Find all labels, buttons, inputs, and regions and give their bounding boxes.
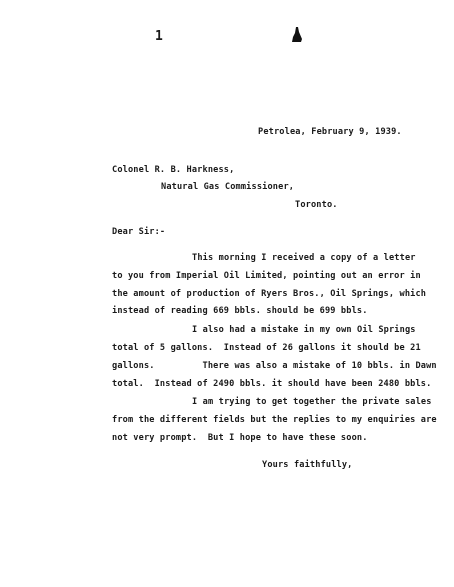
body-line: gallons. There was also a mistake of 10 bbls. in Dawn bbox=[112, 361, 437, 371]
body-line: I am trying to get together the private sales bbox=[192, 397, 432, 407]
place-date-line: Petrolea, February 9, 1939. bbox=[258, 127, 402, 137]
page-number-mark: 1 bbox=[155, 29, 163, 44]
addressee-title: Natural Gas Commissioner, bbox=[161, 182, 295, 192]
addressee-name: Colonel R. B. Harkness, bbox=[112, 165, 235, 175]
body-line: instead of reading 669 bbls. should be 699 bbls. bbox=[112, 306, 368, 316]
body-line: the amount of production of Ryers Bros., Oil Springs, which bbox=[112, 289, 427, 299]
closing: Yours faithfully, bbox=[262, 460, 353, 470]
body-line: I also had a mistake in my own Oil Springs bbox=[192, 325, 416, 335]
body-line: from the different fields but the replies to my enquiries are bbox=[112, 415, 437, 425]
body-line: to you from Imperial Oil Limited, pointing out an error in bbox=[112, 271, 421, 281]
body-line: This morning I received a copy of a letter bbox=[192, 253, 416, 263]
addressee-city: Toronto. bbox=[295, 200, 338, 210]
body-line: total of 5 gallons. Instead of 26 gallons it should be 21 bbox=[112, 343, 421, 353]
salutation: Dear Sir:- bbox=[112, 227, 166, 237]
body-line: total. Instead of 2490 bbls. it should have been 2480 bbls. bbox=[112, 379, 432, 389]
body-line: not very prompt. But I hope to have these soon. bbox=[112, 433, 368, 443]
ink-mark-icon bbox=[292, 27, 302, 42]
